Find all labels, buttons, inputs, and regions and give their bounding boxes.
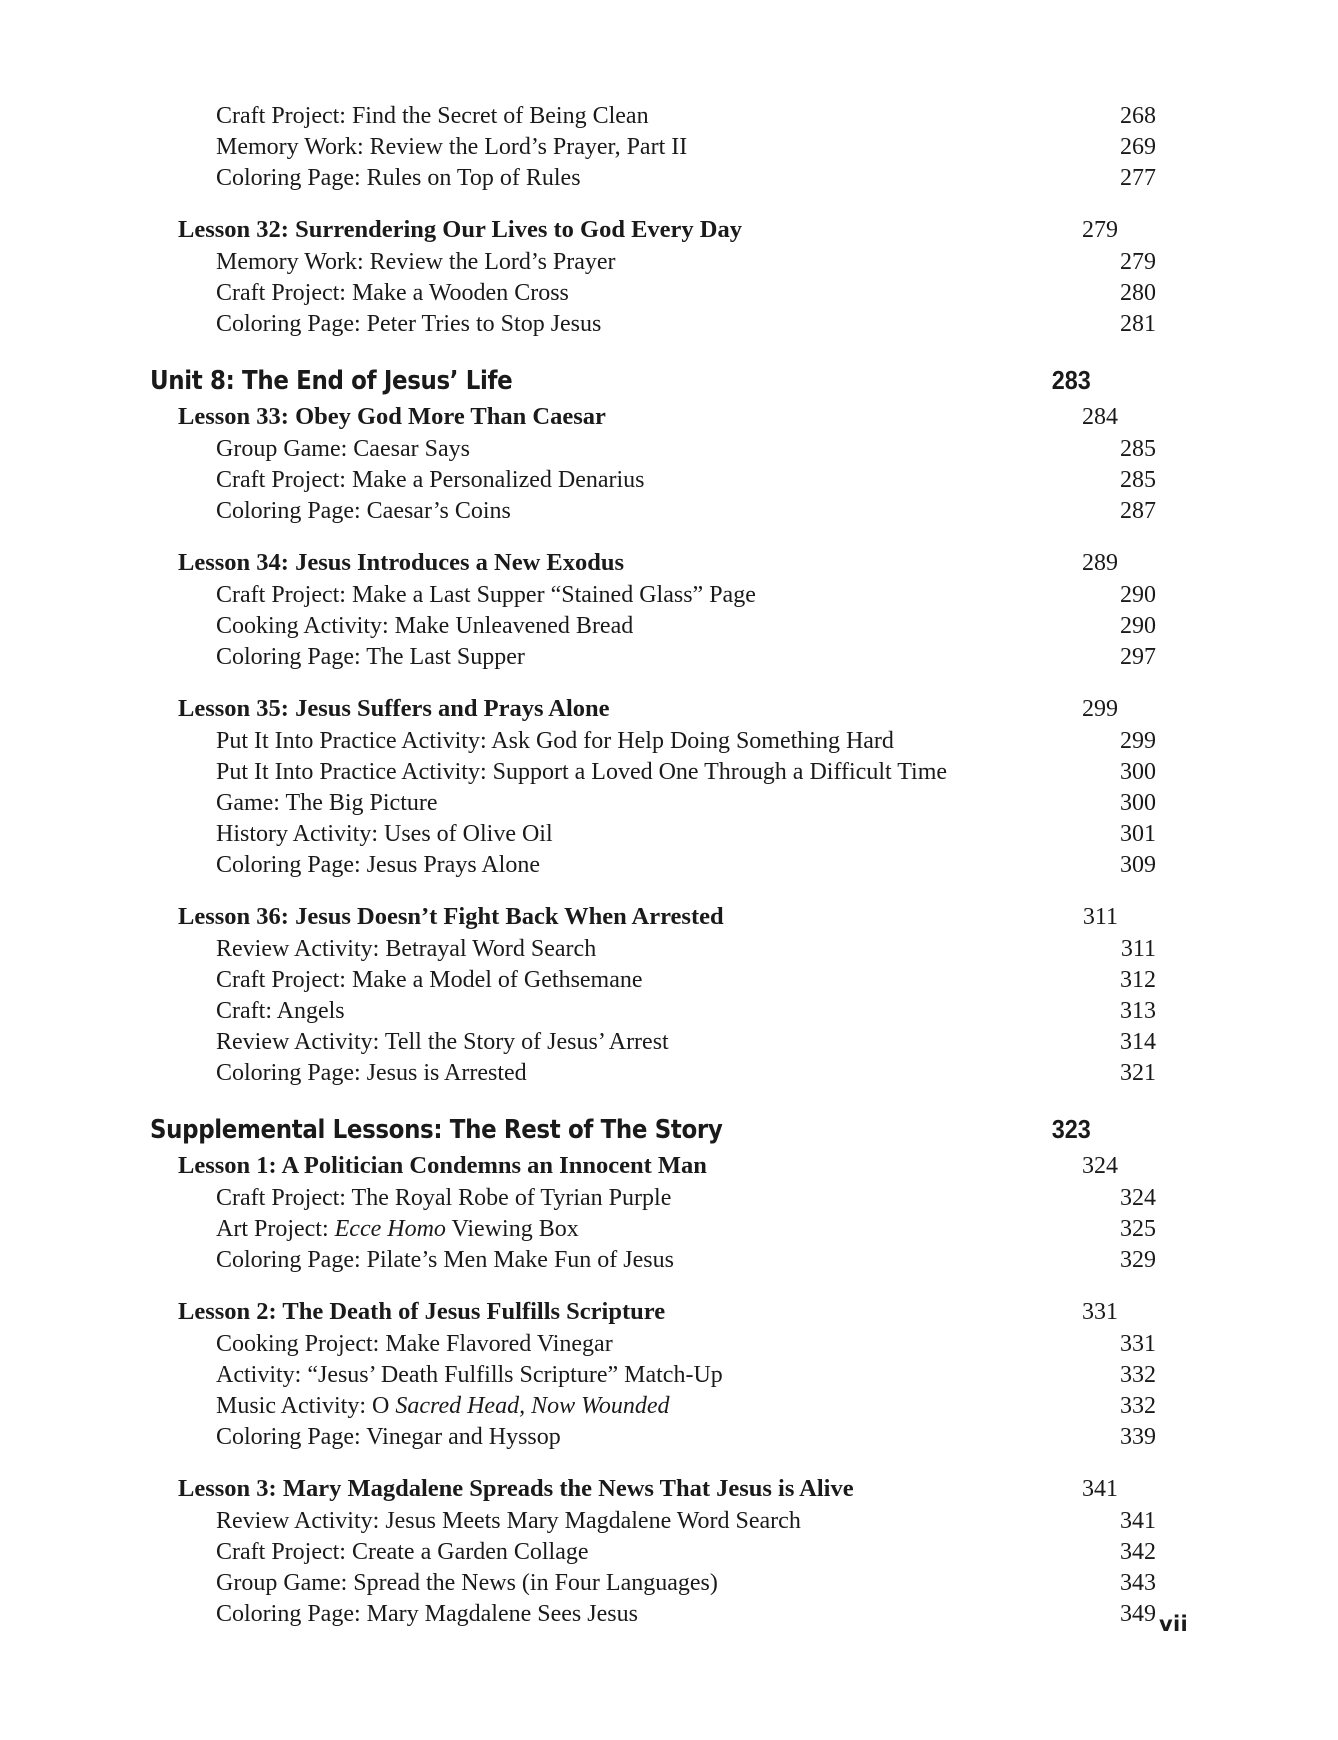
block-spacer [150,1279,1090,1300]
toc-entry-row[interactable] [216,853,1156,884]
toc-entry-row[interactable] [216,1363,1156,1394]
toc-entry-row[interactable] [216,437,1156,468]
toc-page-number: 290 [1120,582,1156,608]
toc-page-number: 301 [1120,821,1156,847]
toc-page-number: 342 [1120,1539,1156,1565]
toc-entry-row[interactable] [216,104,1156,135]
toc-lesson-row[interactable] [178,551,1118,583]
toc-entry-row[interactable] [216,791,1156,822]
toc-entry-title: Coloring Page: Vinegar and Hyssop [216,1424,561,1450]
toc-entry-title: Lesson 35: Jesus Suffers and Prays Alone [178,695,610,722]
toc-page-number: 332 [1120,1362,1156,1388]
toc-entry-title: Coloring Page: Jesus is Arrested [216,1060,527,1086]
table-of-contents [150,103,1156,1633]
toc-entry-title: Craft Project: Make a Personalized Denarius [216,467,645,493]
toc-entry-title: Craft Project: Make a Wooden Cross [216,280,569,306]
toc-entry-title: Group Game: Caesar Says [216,436,470,462]
toc-lesson-row[interactable] [178,1154,1118,1186]
block-spacer [150,676,1090,697]
toc-page-number: 300 [1120,790,1156,816]
toc-page-number: 341 [1120,1508,1156,1534]
toc-page-number: 332 [1120,1393,1156,1419]
block-spacer [150,1092,1090,1116]
toc-entry-row[interactable] [216,1571,1156,1602]
toc-entry-title: Put It Into Practice Activity: Ask God for Help Doing Something Hard [216,728,894,754]
toc-entry-title: Put It Into Practice Activity: Support a Loved One Through a Difficult Time [216,759,948,785]
toc-page-number: 290 [1120,613,1156,639]
toc-entry-title: Lesson 33: Obey God More Than Caesar [178,403,606,430]
toc-page-number: 299 [1082,696,1118,722]
toc-entry-title: Lesson 2: The Death of Jesus Fulfills Scripture [178,1298,666,1325]
toc-page-number: 331 [1120,1331,1156,1357]
toc-entry-title: Activity: “Jesus’ Death Fulfills Scripture” Match-Up [216,1362,723,1388]
toc-entry-title: Coloring Page: Caesar’s Coins [216,498,511,524]
toc-entry-row[interactable] [216,729,1156,760]
toc-page-number: 324 [1120,1185,1156,1211]
toc-page-number: 312 [1120,967,1156,993]
toc-entry-row[interactable] [216,1186,1156,1217]
toc-page-number: 300 [1120,759,1156,785]
toc-entry-title: Craft Project: Make a Last Supper “Stained Glass” Page [216,582,756,608]
toc-page-number: 325 [1120,1216,1156,1242]
toc-entry-title: Coloring Page: Jesus Prays Alone [216,852,540,878]
toc-page-number: 287 [1120,498,1156,524]
toc-entry-row[interactable] [216,1030,1156,1061]
toc-page-number: 280 [1120,280,1156,306]
toc-entry-title: Unit 8: The End of Jesus’ Life [150,366,513,396]
toc-entry-row[interactable] [216,281,1156,312]
toc-page-number: 311 [1120,936,1156,962]
toc-entry-row[interactable] [216,1332,1156,1363]
toc-page-number: 321 [1120,1060,1156,1086]
toc-page-number: 324 [1082,1153,1118,1179]
toc-entry-title: Craft Project: The Royal Robe of Tyrian Purple [216,1185,672,1211]
toc-entry-row[interactable] [216,312,1156,343]
toc-entry-row[interactable] [216,1061,1156,1092]
toc-entry-row[interactable] [216,499,1156,530]
toc-page-number: 311 [1082,904,1118,930]
block-spacer [150,530,1090,551]
toc-entry-title: Lesson 32: Surrendering Our Lives to God Every Day [178,216,742,243]
toc-entry-title: History Activity: Uses of Olive Oil [216,821,553,847]
toc-page-number: 313 [1120,998,1156,1024]
toc-page-number: 279 [1120,249,1156,275]
toc-entry-title: Memory Work: Review the Lord’s Prayer, Part II [216,134,688,160]
toc-entry-title: Coloring Page: Pilate’s Men Make Fun of Jesus [216,1247,674,1273]
toc-unit-row[interactable] [150,367,1091,405]
toc-page-number: 339 [1120,1424,1156,1450]
toc-entry-title: Coloring Page: Mary Magdalene Sees Jesus [216,1601,638,1627]
toc-page-number: 309 [1120,852,1156,878]
toc-entry-row[interactable] [216,250,1156,281]
toc-entry-title: Cooking Project: Make Flavored Vinegar [216,1331,613,1357]
toc-entry-row[interactable] [216,999,1156,1030]
toc-entry-title: Art Project: Ecce Homo Viewing Box [216,1216,579,1242]
toc-page-number: 331 [1082,1299,1118,1325]
toc-entry-title-italic: Ecce Homo [334,1216,446,1242]
toc-entry-row[interactable] [216,468,1156,499]
toc-page-number: 314 [1120,1029,1156,1055]
toc-page-number: 349 [1120,1601,1156,1627]
toc-entry-row[interactable] [216,583,1156,614]
toc-lesson-row[interactable] [178,1300,1118,1332]
block-spacer [150,884,1090,905]
toc-page-number: 277 [1120,165,1156,191]
toc-entry-title: Lesson 36: Jesus Doesn’t Fight Back When Arrested [178,903,724,930]
toc-page-number: 284 [1082,404,1118,430]
toc-entry-title: Review Activity: Jesus Meets Mary Magdalene Word Search [216,1508,801,1534]
toc-entry-row[interactable] [216,968,1156,999]
toc-entry-title: Review Activity: Tell the Story of Jesus’ Arrest [216,1029,669,1055]
toc-page-number: 283 [1051,365,1091,395]
toc-entry-row[interactable] [216,822,1156,853]
toc-lesson-row[interactable] [178,905,1118,937]
block-spacer [150,1456,1090,1477]
toc-page-number: 289 [1082,550,1118,576]
toc-lesson-row[interactable] [178,218,1118,250]
toc-entry-title: Review Activity: Betrayal Word Search [216,936,597,962]
toc-page-number: 268 [1120,103,1156,129]
toc-page-number: 341 [1082,1476,1118,1502]
toc-page-number: 297 [1120,644,1156,670]
toc-page-number: 329 [1120,1247,1156,1273]
toc-entry-title: Game: The Big Picture [216,790,438,816]
toc-entry-title: Craft Project: Find the Secret of Being Clean [216,103,649,129]
toc-entry-row[interactable] [216,1540,1156,1571]
toc-entry-title: Lesson 34: Jesus Introduces a New Exodus [178,549,625,576]
toc-entry-title: Craft Project: Make a Model of Gethsemane [216,967,643,993]
toc-entry-title: Coloring Page: The Last Supper [216,644,525,670]
toc-lesson-row[interactable] [178,1477,1118,1509]
block-spacer [150,343,1090,367]
toc-entry-title: Memory Work: Review the Lord’s Prayer [216,249,616,275]
toc-entry-row[interactable] [216,645,1156,676]
toc-page-number: 285 [1120,467,1156,493]
toc-entry-title: Group Game: Spread the News (in Four Languages) [216,1570,718,1596]
toc-entry-row[interactable] [216,614,1156,645]
toc-lesson-row[interactable] [178,697,1118,729]
toc-entry-row[interactable] [216,1509,1156,1540]
toc-entry-title: Supplemental Lessons: The Rest of The Story [150,1115,723,1145]
page-folio: vii [1159,1612,1188,1636]
toc-lesson-row[interactable] [178,405,1118,437]
toc-entry-row[interactable] [216,135,1156,166]
toc-entry-title: Craft: Angels [216,998,345,1024]
toc-page-number: 279 [1082,217,1118,243]
toc-page-number: 281 [1120,311,1156,337]
toc-entry-title-italic: Sacred Head, Now Wounded [395,1393,670,1419]
toc-entry-row[interactable] [216,937,1156,968]
toc-entry-row[interactable] [216,760,1156,791]
toc-page-number: 285 [1120,436,1156,462]
toc-entry-title: Coloring Page: Peter Tries to Stop Jesus [216,311,602,337]
toc-page-number: 299 [1120,728,1156,754]
toc-page-number: 323 [1051,1114,1091,1144]
toc-entry-title: Lesson 3: Mary Magdalene Spreads the News That Jesus is Alive [178,1475,854,1502]
toc-entry-title: Coloring Page: Rules on Top of Rules [216,165,581,191]
toc-page-number: 343 [1120,1570,1156,1596]
toc-entry-row[interactable] [216,166,1156,197]
toc-entry-row[interactable] [216,1217,1156,1248]
toc-entry-title: Lesson 1: A Politician Condemns an Innocent Man [178,1152,707,1179]
toc-entry-row[interactable] [216,1602,1156,1633]
toc-entry-row[interactable] [216,1425,1156,1456]
toc-entry-title: Music Activity: O Sacred Head, Now Wounded [216,1393,670,1419]
toc-entry-title: Craft Project: Create a Garden Collage [216,1539,589,1565]
toc-page-number: 269 [1120,134,1156,160]
toc-entry-row[interactable] [216,1248,1156,1279]
toc-entry-row[interactable] [216,1394,1156,1425]
block-spacer [150,197,1090,218]
toc-unit-row[interactable] [150,1116,1091,1154]
toc-entry-title: Cooking Activity: Make Unleavened Bread [216,613,634,639]
